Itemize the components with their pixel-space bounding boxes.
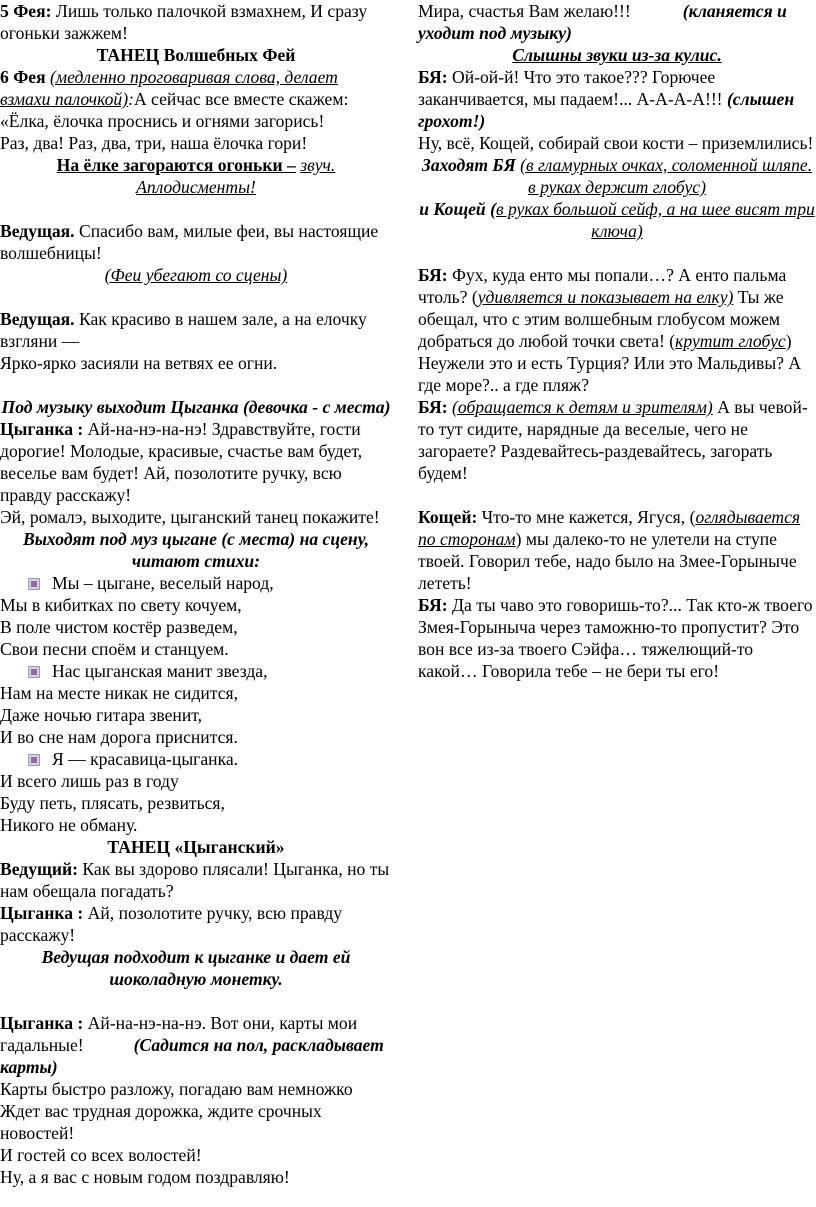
poem-line: Буду петь, плясать, резвиться, [0, 793, 225, 813]
line-fortune: Карты быстро разложу, погадаю вам немножко [0, 1079, 353, 1099]
poem-line: Я — красавица-цыганка. [0, 748, 392, 770]
line-koschei: Кощей: Что-то мне кажется, Ягуся, (оглядывается по сторонам) мы далеко-то не улетели на ступе твоей. Говорил тебе, надо было на Змее-Горыныче лететь! [418, 507, 801, 593]
poem-line: Нам на месте никак не сидится, [0, 683, 239, 703]
right-column [418, 0, 816, 682]
stage-note-gypsies-poems: Выходят под муз цыгане (с места) на сцену, читают стихи: [22, 529, 370, 571]
bullet-icon [28, 666, 40, 678]
line-ba-audience: БЯ: (обращается к детям и зрителям) А вы чевой-то тут сидите, нарядные да веселые, чего не загораете? Раздевайтесь-раздевайтесь, загорать будем! [418, 397, 808, 483]
line-landed: Ну, всё, Кощей, собирай свои кости – приземлились! [418, 133, 814, 153]
bullet-icon [28, 578, 40, 590]
poem-line: Никого не обману. [0, 815, 138, 835]
line-gypsy-cards: Цыганка : Ай-на-нэ-на-нэ. Вот они, карты мои гадальные! (Садится на пол, раскладывает карты) [0, 1013, 384, 1077]
stage-note-koschei-enters: и Кощей (в руках большой сейф, а на шее висят три ключа) [419, 199, 815, 241]
line-ba-palm: БЯ: Фух, куда енто мы попали…? А енто пальма чтоль? (удивляется и показывает на елку) Ты же обещал, что с этим волшебным глобусом можем добраться до любой точки света! (крутит глобус) [418, 265, 792, 351]
poem-line: В поле чистом костёр разведем, [0, 617, 238, 637]
line-host-fortune: Ведущий: Как вы здорово плясали! Цыганка, но ты нам обещала погадать? [0, 859, 390, 901]
stage-note-fairies-leave: (Феи убегают со сцены) [104, 265, 288, 285]
stage-note-gypsy-enters: Под музыку выходит Цыганка (девочка - с места) [1, 397, 391, 417]
line-ba-customs: БЯ: Да ты чаво это говоришь-то?... Так кто-ж твоего Змея-Горыныча через таможню-то пропустит? Это вон все из-за твоего Сэйфа… тяжелющий-то какой… Говорила тебе – не бери ты его! [418, 595, 813, 681]
poem-line: Даже ночью гитара звенит, [0, 705, 203, 725]
poem-line: Нас цыганская манит звезда, [0, 660, 392, 682]
stage-note-ba-enters: Заходят БЯ (в гламурных очках, соломенной шляпе. в руках держит глобус) [421, 155, 813, 197]
poem-line: И всего лишь раз в году [0, 771, 179, 791]
stage-note-sounds: Слышны звуки из-за кулис. [512, 45, 722, 65]
line-bright-lights: Ярко-ярко засияли на ветвях ее огни. [0, 353, 278, 373]
stage-note-lights: На ёлке загораются огоньки – звуч. Аплодисменты! [56, 155, 336, 197]
left-column [0, 0, 392, 1188]
line-wish: Мира, счастья Вам желаю!!! (кланяется и уходит под музыку) [418, 1, 787, 43]
line-fortune: Ждет вас трудная дорожка, ждите срочных новостей! [0, 1101, 322, 1143]
line-fortune: Ну, а я вас с новым годом поздравляю! [0, 1167, 290, 1187]
line-fortune: И гостей со всех волостей! [0, 1145, 202, 1165]
line-host-hall: Ведущая. Как красиво в нашем зале, а на елочку взгляни — [0, 309, 367, 351]
line-host-thanks: Ведущая. Спасибо вам, милые феи, вы настоящие волшебницы! [0, 221, 379, 263]
poem-line: Мы в кибитках по свету кочуем, [0, 595, 242, 615]
line-6-fairy: 6 Фея (медленно проговаривая слова, делает взмахи палочкой):А сейчас все вместе скажем: «Ёлка, ёлочка проснись и огнями загорись! [0, 67, 349, 131]
heading-fairy-dance: ТАНЕЦ Волшебных Фей [96, 45, 296, 65]
line-5-fairy: 5 Фея: Лишь только палочкой взмахнем, И сразу огоньки зажжем! [0, 1, 368, 43]
poem-line: И во сне нам дорога приснится. [0, 727, 238, 747]
line-gypsy-call: Эй, ромалэ, выходите, цыганский танец покажите! [0, 507, 380, 527]
poem-line: Свои песни споём и станцуем. [0, 639, 229, 659]
line-gypsy-gild: Цыганка : Ай, позолотите ручку, всю правду расскажу! [0, 903, 343, 945]
line-turkey: Неужели это и есть Турция? Или это Мальдивы? А где море?.. а где пляж? [418, 353, 802, 395]
line-ba-falling: БЯ: Ой-ой-й! Что это такое??? Горючее заканчивается, мы падаем!... А-А-А-А!!! (слышен грохот!) [418, 67, 795, 131]
bullet-icon [28, 754, 40, 766]
line-tree-spell: Раз, два! Раз, два, три, наша ёлочка гори! [0, 133, 308, 153]
stage-note-coin: Ведущая подходит к цыганке и дает ей шоколадную монетку. [41, 947, 351, 989]
poem-line: Мы – цыгане, веселый народ, [0, 572, 392, 594]
heading-gypsy-dance: ТАНЕЦ «Цыганский» [107, 837, 285, 857]
line-gypsy-greeting: Цыганка : Ай-на-нэ-на-нэ! Здравствуйте, гости дорогие! Молодые, красивые, счастье вам будет, веселье вам будет! Ай, позолотите ручку, всю правду расскажу! [0, 419, 363, 505]
